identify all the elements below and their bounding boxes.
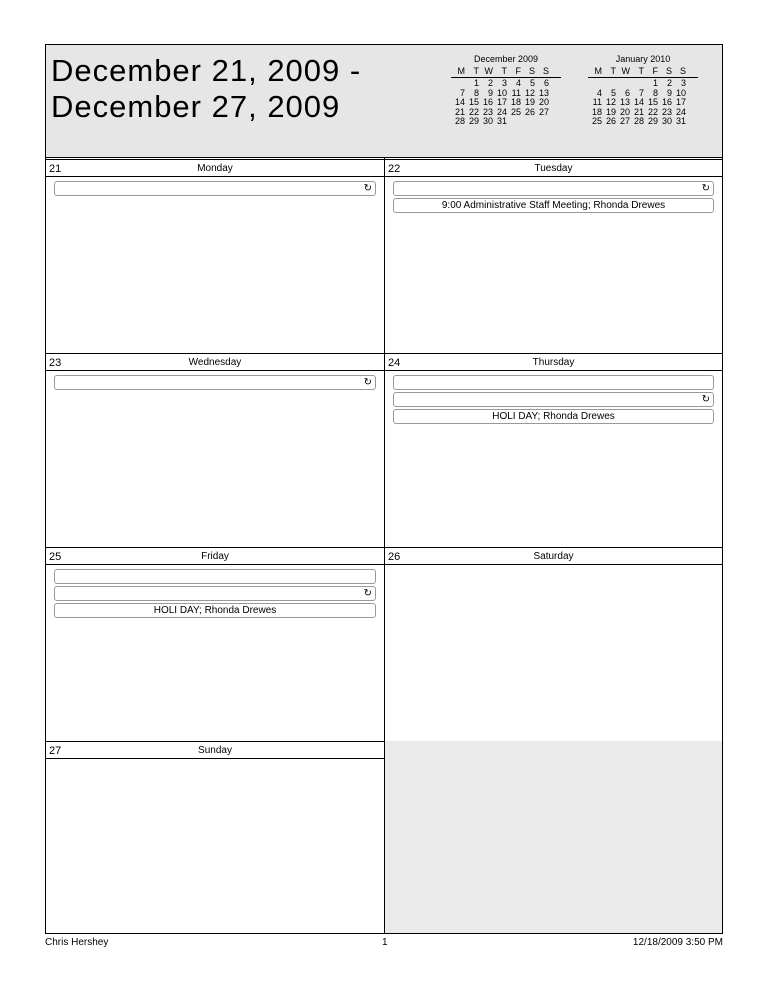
minical-week-row xyxy=(588,117,698,127)
minical-day: 12 xyxy=(524,87,535,98)
minical-day: 1 xyxy=(652,78,658,88)
minical-weekday: S xyxy=(542,65,549,76)
minical-day: 9 xyxy=(487,87,493,98)
minical-day: 30 xyxy=(482,116,493,126)
minical-day: 15 xyxy=(468,97,479,107)
day-number: 27 xyxy=(49,745,62,757)
day-header xyxy=(46,353,384,371)
event-item[interactable] xyxy=(393,181,714,196)
minical-day: 2 xyxy=(666,78,672,88)
minical-weekday-row xyxy=(588,67,698,79)
event-item[interactable] xyxy=(393,409,714,424)
event-item[interactable] xyxy=(54,375,376,390)
minical-day: 2 xyxy=(487,78,493,88)
minical-weekday: T xyxy=(473,65,479,76)
minical-day: 4 xyxy=(515,78,521,88)
day-number: 21 xyxy=(49,163,62,175)
minical-day: 14 xyxy=(633,97,644,107)
minical-day: 11 xyxy=(511,87,521,98)
event-item[interactable] xyxy=(393,392,714,407)
minical-day xyxy=(521,117,535,127)
minical-day: 8 xyxy=(652,87,658,98)
minical-day: 12 xyxy=(605,97,616,107)
minical-day: 23 xyxy=(661,106,672,117)
event-text: HOLI DAY; Rhonda Drewes xyxy=(492,411,615,422)
minical-day: 6 xyxy=(543,78,549,88)
minical-day: 27 xyxy=(619,116,630,126)
minical-december xyxy=(451,55,561,127)
minical-weekday: T xyxy=(501,65,507,76)
day-number: 26 xyxy=(388,551,401,563)
event-item[interactable] xyxy=(54,181,376,196)
day-cell-sunday xyxy=(46,741,384,933)
day-cell-monday xyxy=(46,159,384,353)
minical-day: 17 xyxy=(675,97,686,107)
event-list xyxy=(393,181,714,215)
event-list xyxy=(54,375,376,392)
minical-day: 28 xyxy=(454,116,465,126)
event-text: 9:00 Administrative Staff Meeting; Rhonda Drewes xyxy=(441,200,666,211)
minical-day: 26 xyxy=(524,106,535,117)
minical-title: January 2010 xyxy=(615,54,671,64)
day-cell-wednesday xyxy=(46,353,384,547)
minical-day: 10 xyxy=(675,87,686,98)
calendar-page xyxy=(45,44,723,934)
minical-day: 16 xyxy=(661,97,672,107)
minical-weekday: S xyxy=(528,65,535,76)
minical-title: December 2009 xyxy=(473,54,539,64)
minical-day: 3 xyxy=(680,78,686,88)
minical-day: 15 xyxy=(647,97,658,107)
minical-weekday-row xyxy=(451,67,561,79)
minical-day: 7 xyxy=(638,87,644,98)
event-item[interactable] xyxy=(54,586,376,601)
minical-day: 26 xyxy=(605,116,616,126)
minical-day: 10 xyxy=(496,87,507,98)
minical-weekday: S xyxy=(679,65,686,76)
minical-day: 22 xyxy=(468,106,479,117)
day-header xyxy=(46,741,384,759)
minical-day: 20 xyxy=(538,97,549,107)
day-name: Friday xyxy=(201,551,229,562)
minical-day: 29 xyxy=(468,116,479,126)
minical-weekday: S xyxy=(665,65,672,76)
minical-weekday: W xyxy=(484,65,493,76)
minical-day: 13 xyxy=(538,87,549,98)
minical-day: 28 xyxy=(633,116,644,126)
recurrence-icon: ↻ xyxy=(363,377,372,388)
event-item[interactable] xyxy=(54,569,376,584)
minical-day: 4 xyxy=(596,87,602,98)
minical-weekday: F xyxy=(652,65,658,76)
empty-cell xyxy=(385,741,722,933)
minical-day: 20 xyxy=(619,106,630,117)
minical-day: 8 xyxy=(473,87,479,98)
minical-day xyxy=(535,117,549,127)
minical-day: 22 xyxy=(647,106,658,117)
date-range-title: December 21, 2009 - December 27, 2009 xyxy=(51,53,362,124)
day-number: 25 xyxy=(49,551,62,563)
minical-day: 16 xyxy=(482,97,493,107)
minical-weekday: M xyxy=(594,65,602,76)
event-list xyxy=(54,569,376,620)
minical-day: 18 xyxy=(510,97,521,107)
day-name: Tuesday xyxy=(534,163,573,174)
minical-day: 21 xyxy=(454,106,465,117)
minical-day: 23 xyxy=(482,106,493,117)
minical-day: 9 xyxy=(666,87,672,98)
day-name: Saturday xyxy=(533,551,574,562)
minical-day: 7 xyxy=(459,87,465,98)
minical-week-row xyxy=(451,117,561,127)
footer-page-number: 1 xyxy=(382,937,388,948)
minical-day: 31 xyxy=(496,116,507,126)
day-header xyxy=(46,547,384,565)
event-item[interactable] xyxy=(393,198,714,213)
day-name: Thursday xyxy=(532,357,575,368)
minical-weekday: T xyxy=(638,65,644,76)
minical-day: 11 xyxy=(592,97,602,107)
recurrence-icon: ↻ xyxy=(363,183,372,194)
minical-day: 19 xyxy=(524,97,535,107)
day-cell-tuesday xyxy=(385,159,722,353)
event-text: HOLI DAY; Rhonda Drewes xyxy=(153,605,277,616)
day-number: 22 xyxy=(388,163,401,175)
day-number: 23 xyxy=(49,357,62,369)
minical-day: 18 xyxy=(591,106,602,117)
event-item[interactable] xyxy=(54,603,376,618)
minical-january xyxy=(588,55,698,127)
day-header xyxy=(385,159,722,177)
minical-weekday: W xyxy=(621,65,630,76)
minical-weekday: F xyxy=(515,65,521,76)
minical-day: 5 xyxy=(529,78,535,88)
minical-day: 13 xyxy=(619,97,630,107)
footer-printed-timestamp: 12/18/2009 3:50 PM xyxy=(632,937,723,948)
day-name: Sunday xyxy=(198,745,232,756)
event-list xyxy=(393,375,714,426)
minical-day: 25 xyxy=(591,116,602,126)
minical-day: 1 xyxy=(473,78,479,88)
minical-day: 24 xyxy=(496,106,507,117)
page-header xyxy=(46,45,722,158)
day-header xyxy=(385,547,722,565)
minical-day: 6 xyxy=(624,87,630,98)
footer-author: Chris Hershey xyxy=(45,937,109,948)
minical-day: 21 xyxy=(633,106,644,117)
minical-day: 31 xyxy=(675,116,686,126)
minical-day: 25 xyxy=(510,106,521,117)
recurrence-icon: ↻ xyxy=(701,183,710,194)
minical-day: 14 xyxy=(454,97,465,107)
day-cell-friday xyxy=(46,547,384,741)
minical-day: 29 xyxy=(647,116,658,126)
minical-day: 3 xyxy=(501,78,507,88)
recurrence-icon: ↻ xyxy=(363,588,372,599)
minical-day: 24 xyxy=(675,106,686,117)
minical-day xyxy=(507,117,521,127)
event-list xyxy=(54,181,376,198)
minical-day: 30 xyxy=(661,116,672,126)
day-name: Monday xyxy=(197,163,233,174)
minical-weekday: M xyxy=(457,65,465,76)
day-number: 24 xyxy=(388,357,401,369)
day-header xyxy=(385,353,722,371)
minical-day: 5 xyxy=(610,87,616,98)
minical-weekday: T xyxy=(610,65,616,76)
minical-day: 17 xyxy=(496,97,507,107)
recurrence-icon: ↻ xyxy=(701,394,710,405)
day-cell-saturday xyxy=(385,547,722,741)
day-cell-thursday xyxy=(385,353,722,547)
day-name: Wednesday xyxy=(188,357,242,368)
day-header xyxy=(46,159,384,177)
minical-day: 19 xyxy=(605,106,616,117)
event-item[interactable] xyxy=(393,375,714,390)
minical-day: 27 xyxy=(538,106,549,117)
